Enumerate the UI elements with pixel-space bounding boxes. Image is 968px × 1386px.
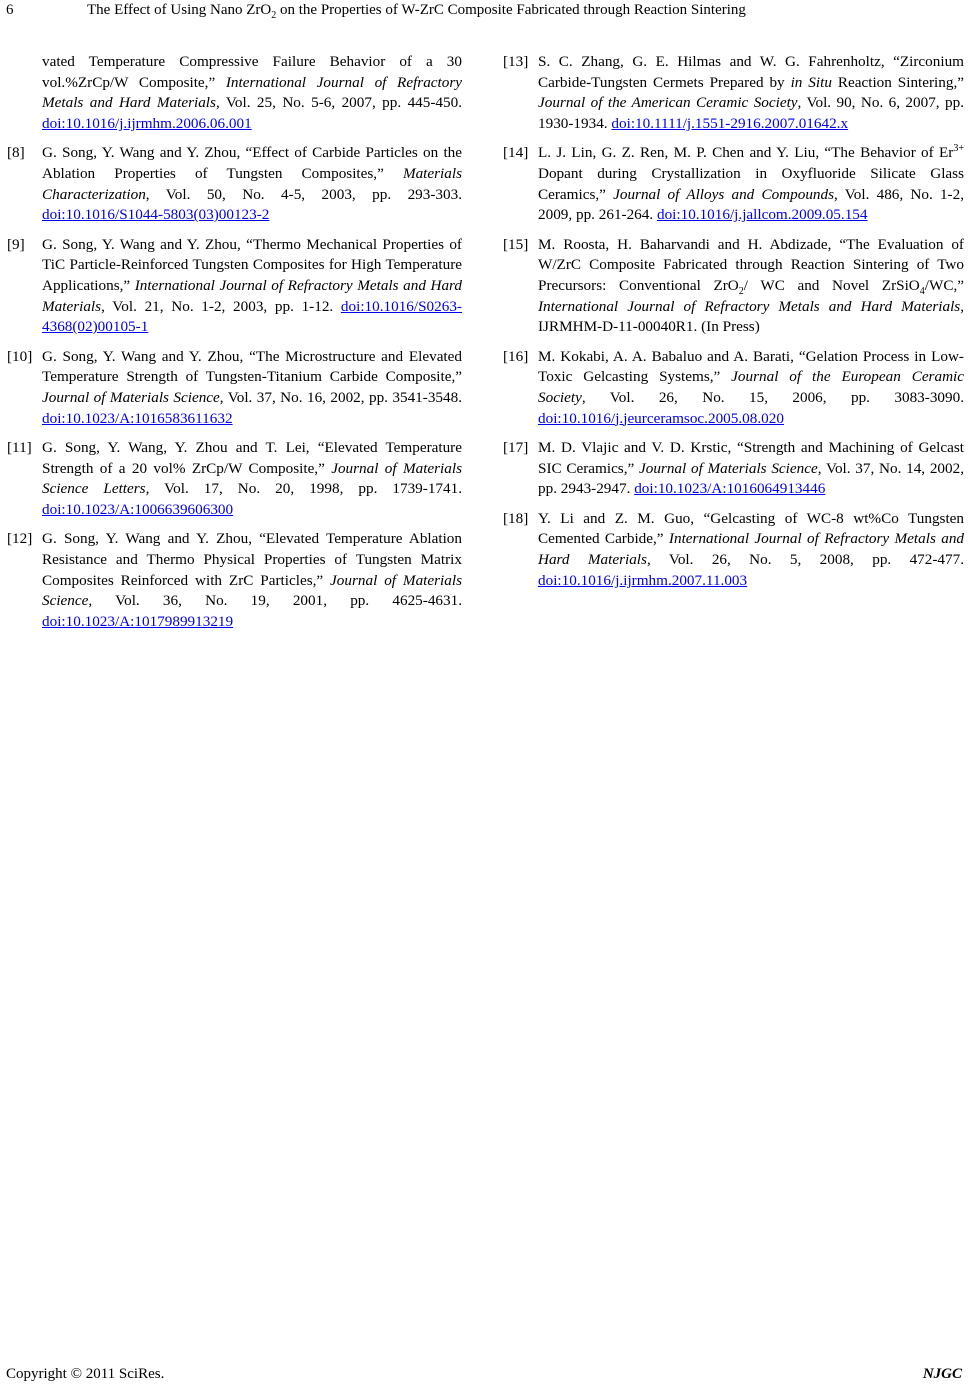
doi-link[interactable]: doi:10.1016/j.jeurceramsoc.2005.08.020 bbox=[538, 409, 784, 427]
doi-link[interactable]: doi:10.1023/A:1017989913219 bbox=[42, 612, 234, 630]
reference-11: [11] G. Song, Y. Wang, Y. Zhou and T. Lei, “Elevated Temperature Strength of a 20 vol% ZrCp/W Composite,” Journal of Materials Science Letters, Vol. 17, No. 20, 1998, pp. 1739-1741. doi:10.1023/A:1006639606300 bbox=[7, 439, 463, 518]
left-column bbox=[7, 52, 462, 641]
reference-8: [8] G. Song, Y. Wang and Y. Zhou, “Effect of Carbide Particles on the Ablation Properties of Tungsten Composites,” Materials Characterization, Vol. 50, No. 4-5, 2003, pp. 293-303. doi:10.1016/S1044-5803(03)00123-2 bbox=[7, 144, 462, 224]
reference-10: [10] G. Song, Y. Wang and Y. Zhou, “The Microstructure and Elevated Temperature Strength of Tungsten-Titanium Carbide Composite,” Journal of Materials Science, Vol. 37, No. 16, 2002, pp. 3541-3548. doi:10.1023/A:1016583611632 bbox=[7, 347, 462, 427]
doi-link[interactable]: doi:10.1016/S0263-4368(02)00105-1 bbox=[42, 297, 462, 336]
copyright: Copyright © 2011 SciRes. bbox=[6, 1366, 165, 1382]
doi-link[interactable]: doi:10.1016/S1044-5803(03)00123-2 bbox=[42, 206, 270, 224]
page-number: 6 bbox=[6, 2, 14, 18]
doi-link[interactable]: doi:10.1016/j.ijrmhm.2006.06.001 bbox=[42, 114, 252, 132]
right-column bbox=[503, 52, 964, 600]
reference-12: [12] G. Song, Y. Wang and Y. Zhou, “Elevated Temperature Ablation Resistance and Thermo Physical Properties of Tungsten Matrix Composites Reinforced with ZrC Particles,” Journal of Materials Science, Vol. 36, No. 19, 2001, pp. 4625-4631. doi:10.1023/A:1017989913219 bbox=[7, 530, 462, 630]
doi-link[interactable]: doi:10.1023/A:1016583611632 bbox=[42, 409, 233, 427]
reference-9: [9] G. Song, Y. Wang and Y. Zhou, “Thermo Mechanical Properties of TiC Particle-Reinforced Tungsten Composites for High Temperature Applications,” International Journal of Refractory Metals and Hard Materials, Vol. 21, No. 1-2, 2003, pp. 1-12. doi:10.1016/S0263-4368(02)00105-1 bbox=[7, 235, 462, 336]
reference-17: [17] M. D. Vlajic and V. D. Krstic, “Strength and Machining of Gelcast SIC Ceramics,” Journal of Materials Science, Vol. 37, No. 14, 2002, pp. 2943-2947. doi:10.1023/A:1016064913446 bbox=[503, 439, 965, 498]
reference-18: [18] Y. Li and Z. M. Guo, “Gelcasting of WC-8 wt%Co Tungsten Cemented Carbide,” International Journal of Refractory Metals and Hard Materials, Vol. 26, No. 5, 2008, pp. 472-477. doi:10.1016/j.ijrmhm.2007.11.003 bbox=[503, 509, 965, 589]
reference-16: [16] M. Kokabi, A. A. Babaluo and A. Barati, “Gelation Process in Low-Toxic Gelcasting Systems,” Journal of the European Ceramic Society, Vol. 26, No. 15, 2006, pp. 3083-3090. doi:10.1016/j.jeurceramsoc.2005.08.020 bbox=[503, 347, 964, 427]
doi-link[interactable]: doi:10.1023/A:1016064913446 bbox=[634, 480, 826, 498]
reference-15: [15] M. Roosta, H. Baharvandi and H. Abdizade, “The Evaluation of W/ZrC Composite Fabricated through Reaction Sintering of Two Precursors: Conventional ZrO$_2$/ WC and Novel ZrSiO$_4$/WC,” International Journal of Refractory Metals and Hard Materials, IJRMHM-D-11-00040R1. (In Press) bbox=[503, 235, 964, 336]
doi-link[interactable]: doi:10.1016/j.jallcom.2009.05.154 bbox=[656, 206, 868, 224]
journal-abbrev: NJGC bbox=[922, 1366, 962, 1382]
running-header bbox=[0, 0, 968, 22]
doi-link[interactable]: doi:10.1016/j.ijrmhm.2007.11.003 bbox=[538, 571, 748, 589]
running-title: The Effect of Using Nano ZrO$_2$ on the Properties of W-ZrC Composite Fabricated through Reaction Sintering bbox=[87, 2, 746, 21]
reference-14: [14] L. J. Lin, G. Z. Ren, M. P. Chen and Y. Liu, “The Behavior of $Er^{3+}$ Dopant during Crystallization in Oxyfluoride Silicate Glass Ceramics,” Journal of Alloys and Compounds, Vol. 486, No. 1-2, 2009, pp. 261-264. doi:10.1016/j.jallcom.2009.05.154 bbox=[503, 143, 964, 224]
reference-7-continued: vated Temperature Compressive Failure Behavior of a 30 vol.%ZrCp/W Composite,” International Journal of Refractory Metals and Hard Materials, Vol. 25, No. 5-6, 2007, pp. 445-450. doi:10.1016/j.ijrmhm.2006.06.001 bbox=[42, 53, 463, 132]
reference-13: [13] S. C. Zhang, G. E. Hilmas and W. G. Fahrenholtz, “Zirconium Carbide-Tungsten Cermets Prepared by in Situ Reaction Sintering,” Journal of the American Ceramic Society, Vol. 90, No. 6, 2007, pp. 1930-1934. doi:10.1111/j.1551-2916.2007.01642.x bbox=[503, 53, 964, 132]
doi-link[interactable]: doi:10.1023/A:1006639606300 bbox=[42, 500, 234, 518]
doi-link[interactable]: doi:10.1111/j.1551-2916.2007.01642.x bbox=[611, 114, 849, 132]
